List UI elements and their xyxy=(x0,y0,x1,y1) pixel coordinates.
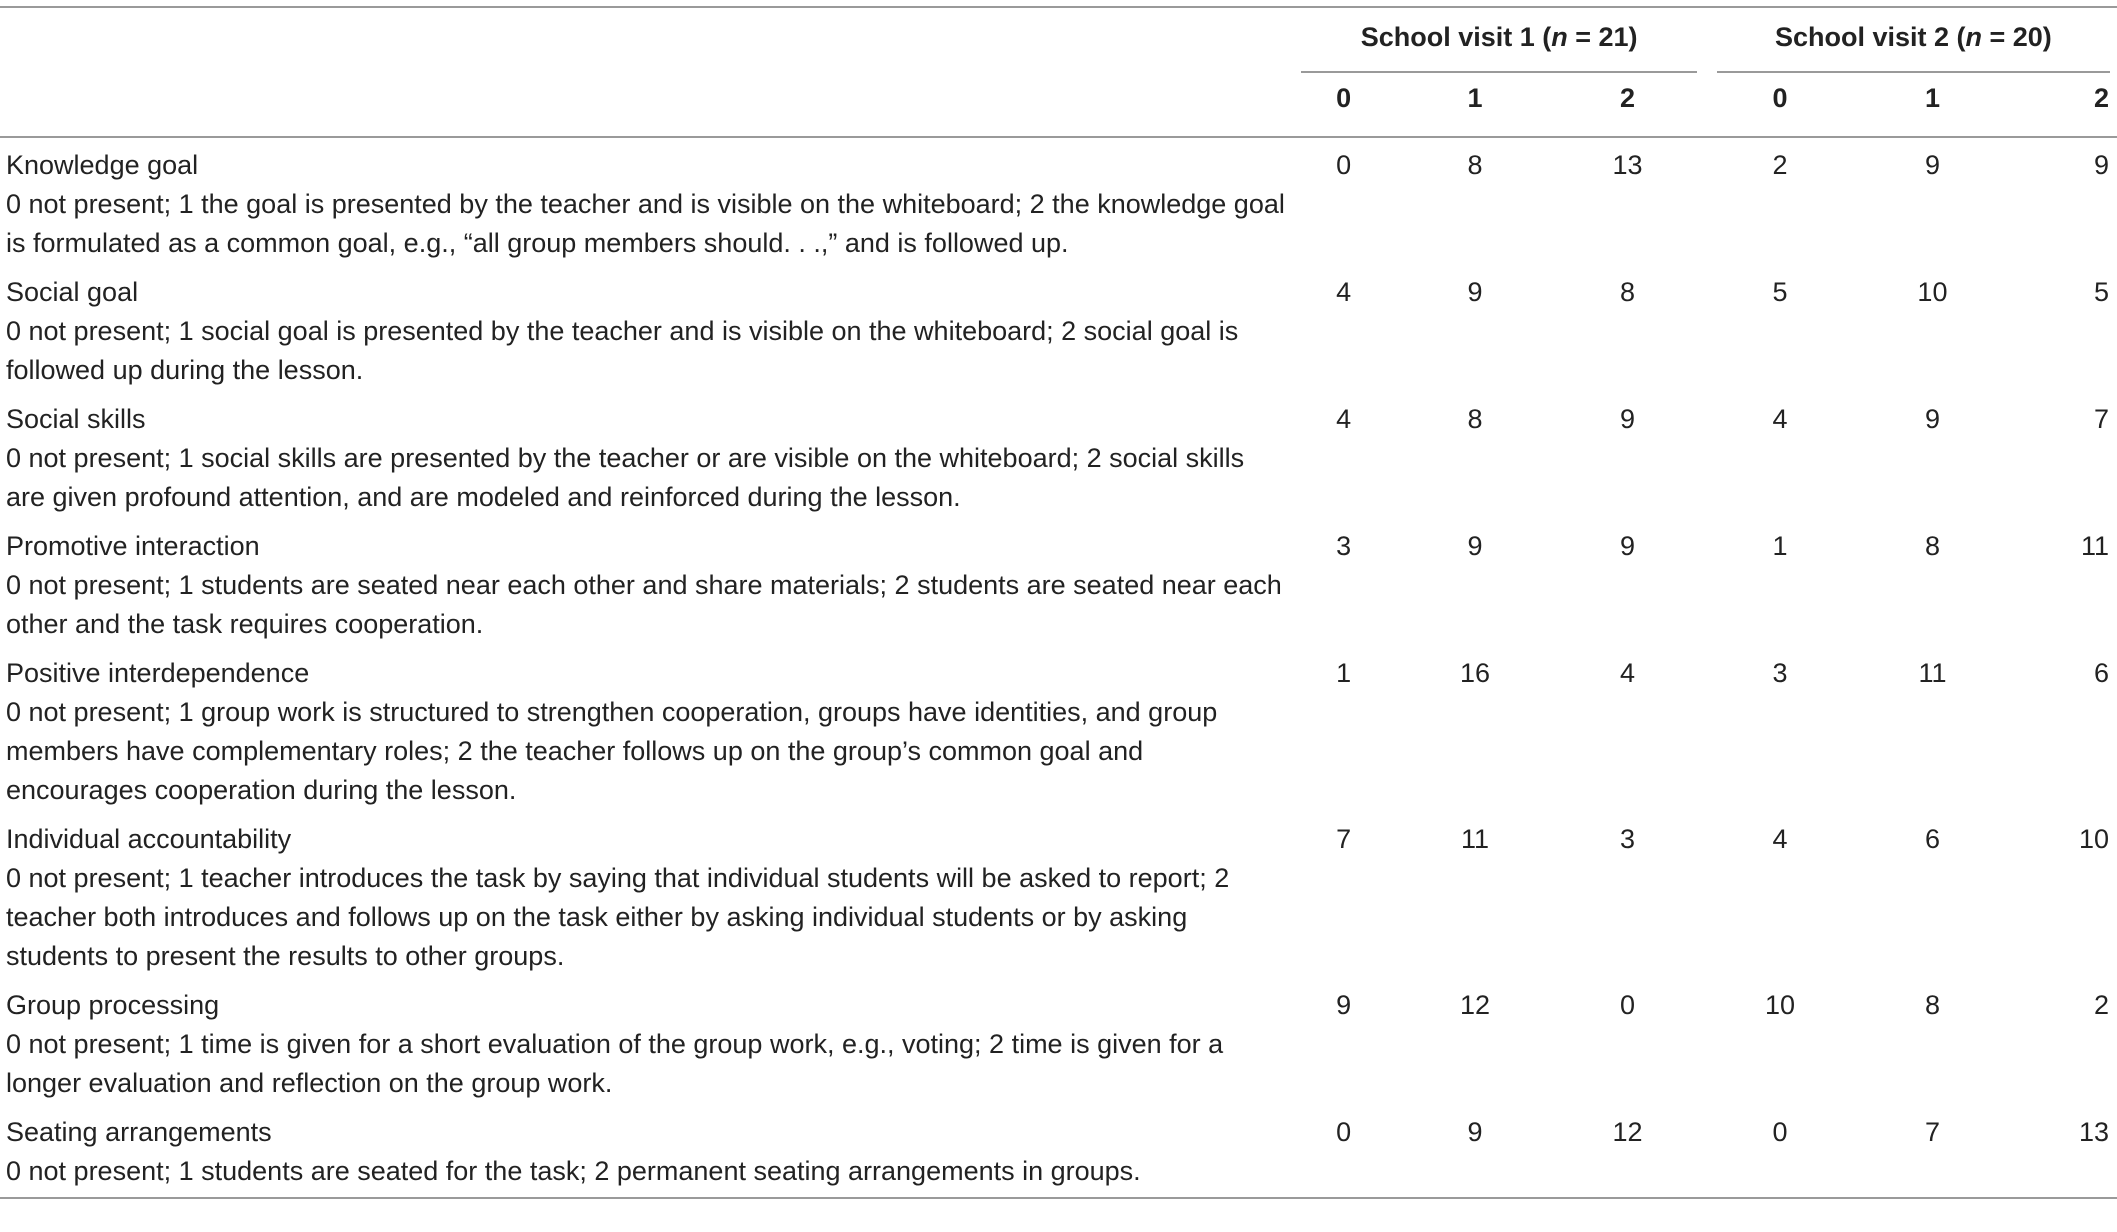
value-cell: 10 xyxy=(1917,277,1948,307)
value-cell: 2 xyxy=(1772,150,1788,180)
value-cell: 11 xyxy=(1918,658,1947,688)
value-cell: 8 xyxy=(1924,990,1940,1020)
group-header-visit-1: School visit 1 (n = 21) xyxy=(1288,7,1703,75)
value-cell: 13 xyxy=(1612,150,1643,180)
table-row xyxy=(0,1105,2117,1198)
value-cell: 8 xyxy=(1619,277,1636,307)
table-row xyxy=(0,392,2117,519)
group-header-visit-2: School visit 2 (n = 20) xyxy=(1704,7,2117,75)
value-cell: 4 xyxy=(1336,404,1352,434)
value-cell: 10 xyxy=(2078,824,2109,854)
value-cell: 4 xyxy=(1772,404,1788,434)
value-cell: 5 xyxy=(1772,277,1788,307)
item-cell xyxy=(0,392,1288,519)
item-title: Social goal xyxy=(6,277,139,307)
item-description: 0 not present; 1 social skills are presented by the teacher or are visible on the whiteboard; 2 social skills are given profound attention, and are modeled and reinforced during the lesson. xyxy=(6,443,1245,512)
value-cell: 10 xyxy=(1764,990,1795,1020)
value-cell: 5 xyxy=(2093,277,2109,307)
value-cell: 1 xyxy=(1772,531,1788,561)
empty-header-cell xyxy=(0,7,1288,75)
item-cell xyxy=(0,812,1288,978)
value-cell: 9 xyxy=(1619,404,1636,434)
value-cell: 9 xyxy=(1467,531,1483,561)
value-cell: 0 xyxy=(1288,1105,1398,1198)
value-cell: 9 xyxy=(1924,150,1940,180)
value-cell: 2 xyxy=(2093,990,2109,1020)
value-cell: 8 xyxy=(1467,404,1483,434)
item-description: 0 not present; 1 students are seated for the task; 2 permanent seating arrangements in groups. xyxy=(6,1156,1141,1186)
value-cell: 12 xyxy=(1459,990,1491,1020)
item-cell xyxy=(0,978,1288,1105)
subheader-v1-2: 2 xyxy=(1551,75,1704,137)
value-cell: 11 xyxy=(1461,824,1490,854)
value-cell: 9 xyxy=(1467,277,1483,307)
value-cell: 6 xyxy=(1924,824,1940,854)
value-cell: 11 xyxy=(2080,531,2109,561)
value-cell: 16 xyxy=(1459,658,1491,688)
value-cell: 0 xyxy=(1336,150,1352,180)
value-cell: 8 xyxy=(1467,150,1483,180)
table-row xyxy=(0,137,2117,265)
value-cell: 7 xyxy=(1856,1105,2008,1198)
value-cell: 9 xyxy=(2093,150,2109,180)
table-row xyxy=(0,646,2117,812)
item-title: Individual accountability xyxy=(6,824,292,854)
value-cell: 6 xyxy=(2093,658,2109,688)
value-cell: 9 xyxy=(1336,990,1352,1020)
item-cell xyxy=(0,646,1288,812)
group-header-row xyxy=(0,7,2117,75)
item-title: Positive interdependence xyxy=(6,658,310,688)
subheader-v2-0: 0 xyxy=(1704,75,1856,137)
value-cell: 4 xyxy=(1619,658,1636,688)
item-description: 0 not present; 1 the goal is presented by the teacher and is visible on the whiteboard; 2 the knowledge goal is formulated as a common goal, e.g., “all group members should. . .,” and is followed up. xyxy=(6,189,1285,258)
item-title: Knowledge goal xyxy=(6,150,199,180)
item-cell xyxy=(0,265,1288,392)
subheader-v1-0: 0 xyxy=(1288,75,1398,137)
item-cell xyxy=(0,1105,1288,1198)
value-cell: 9 xyxy=(1924,404,1940,434)
value-cell: 7 xyxy=(1336,824,1352,854)
value-cell: 3 xyxy=(1336,531,1352,561)
table-row xyxy=(0,812,2117,978)
subheader-v1-1: 1 xyxy=(1399,75,1551,137)
subheader-row xyxy=(0,75,2117,137)
item-description: 0 not present; 1 social goal is presented by the teacher and is visible on the whiteboard; 2 social goal is followed up during the lesson. xyxy=(6,316,1239,385)
value-cell: 0 xyxy=(1619,990,1636,1020)
item-cell xyxy=(0,519,1288,646)
value-cell: 4 xyxy=(1772,824,1788,854)
value-cell: 9 xyxy=(1399,1105,1551,1198)
item-title: Group processing xyxy=(6,990,220,1020)
item-title: Seating arrangements xyxy=(6,1117,272,1147)
item-description: 0 not present; 1 teacher introduces the task by saying that individual students will be asked to report; 2 teacher both introduces and follows up on the task either by asking individual students or by asking students to present the results to other groups. xyxy=(6,863,1230,971)
subheader-v2-2: 2 xyxy=(2009,75,2117,137)
table-row xyxy=(0,519,2117,646)
table-body xyxy=(0,137,2117,1198)
item-description: 0 not present; 1 students are seated near each other and share materials; 2 students are seated near each other and the task requires cooperation. xyxy=(6,570,1282,639)
value-cell: 13 xyxy=(2009,1105,2117,1198)
results-table xyxy=(0,6,2117,1199)
value-cell: 3 xyxy=(1619,824,1636,854)
value-cell: 8 xyxy=(1924,531,1940,561)
value-cell: 4 xyxy=(1336,277,1352,307)
item-description: 0 not present; 1 time is given for a short evaluation of the group work, e.g., voting; 2 time is given for a longer evaluation and reflection on the group work. xyxy=(6,1029,1224,1098)
table-row xyxy=(0,978,2117,1105)
empty-subheader-cell xyxy=(0,75,1288,137)
value-cell: 1 xyxy=(1336,658,1352,688)
subheader-v2-1: 1 xyxy=(1856,75,2008,137)
item-description: 0 not present; 1 group work is structured to strengthen cooperation, groups have identities, and group members have complementary roles; 2 the teacher follows up on the group’s common goal and encourages cooperation during the lesson. xyxy=(6,697,1218,805)
item-title: Social skills xyxy=(6,404,146,434)
value-cell: 9 xyxy=(1619,531,1636,561)
value-cell: 12 xyxy=(1551,1105,1704,1198)
item-cell xyxy=(0,137,1288,265)
value-cell: 0 xyxy=(1704,1105,1856,1198)
table-row xyxy=(0,265,2117,392)
value-cell: 7 xyxy=(2093,404,2109,434)
value-cell: 3 xyxy=(1772,658,1788,688)
item-title: Promotive interaction xyxy=(6,531,260,561)
